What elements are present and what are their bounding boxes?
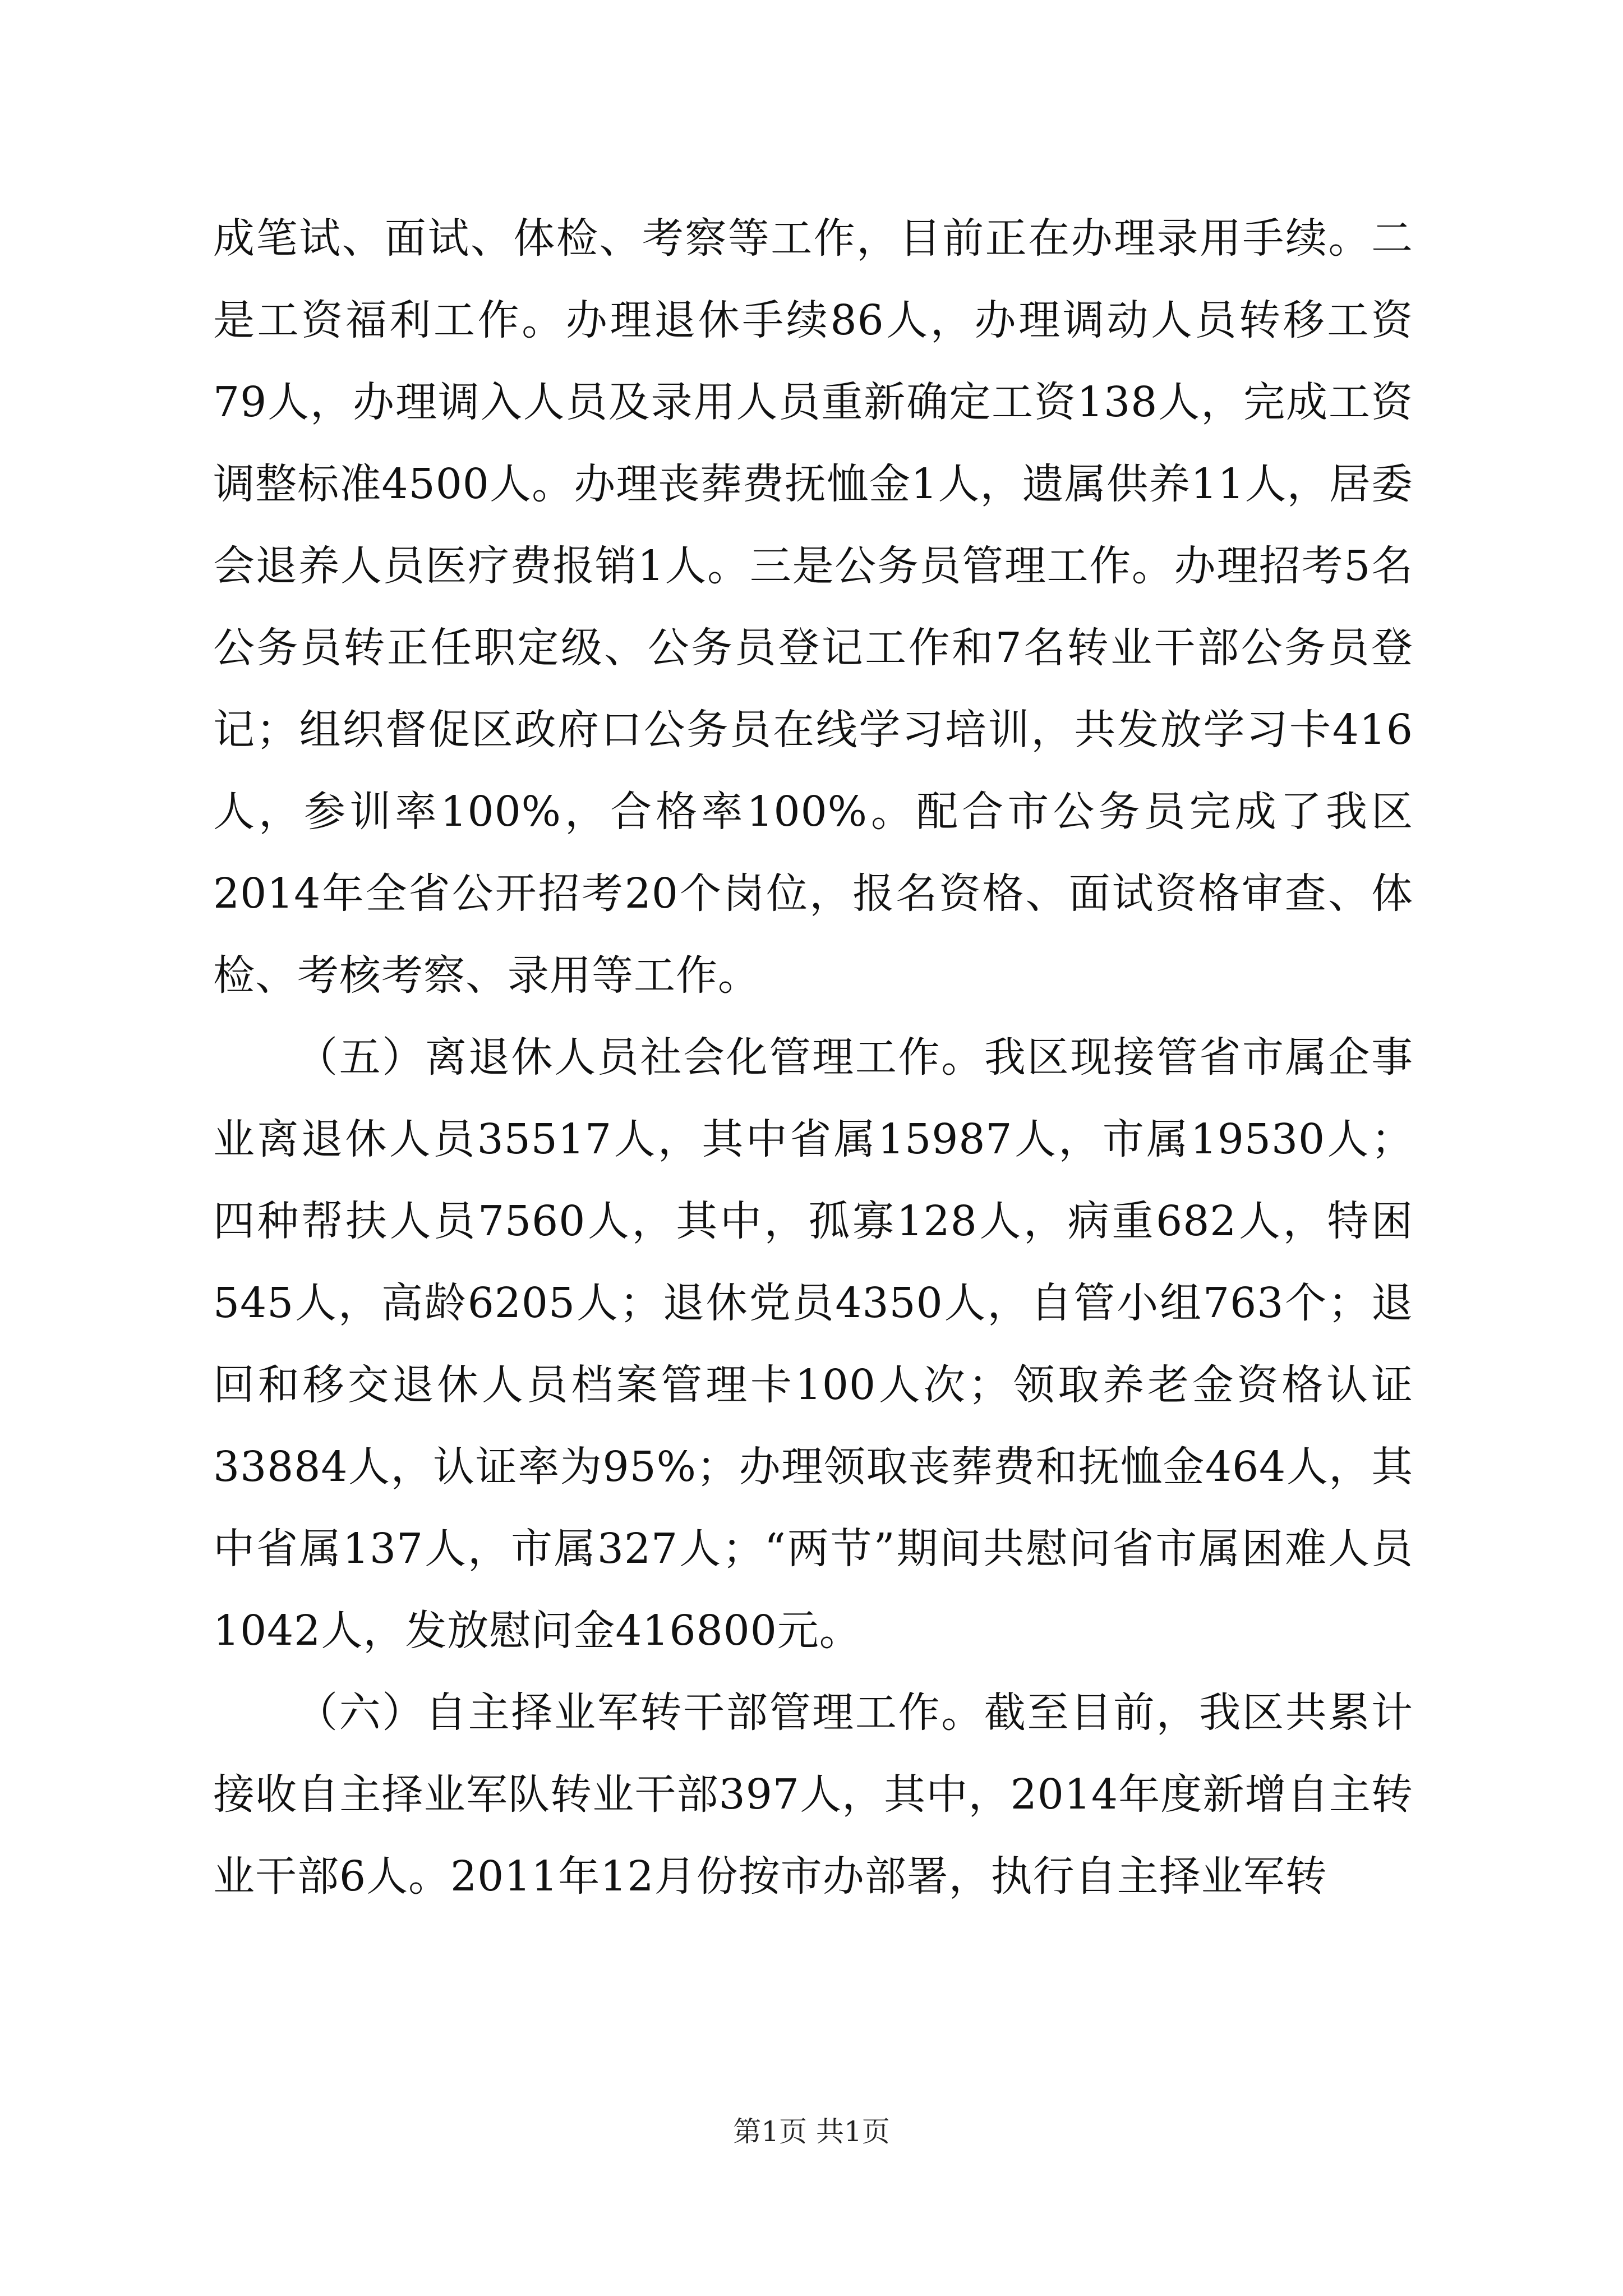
paragraph-military-cadre-management: （六）自主择业军转干部管理工作。截至目前，我区共累计接收自主择业军队转业干部397人，其中，2014年度新增自主转业干部6人。2011年12月份按市办部署，执行自主择业军转 [213, 1688, 1413, 1901]
page-footer: 第1页 共1页 [733, 2115, 890, 2148]
document-body [213, 197, 1413, 1917]
paragraph-continuation: 成笔试、面试、体检、考察等工作，目前正在办理录用手续。二是工资福利工作。办理退休手续86人，办理调动人员转移工资79人，办理调入人员及录用人员重新确定工资138人，完成工资调整标准4500人。办理丧葬费抚恤金1人，遗属供养11人，居委会退养人员医疗费报销1人。三是公务员管理工作。办理招考5名公务员转正任职定级、公务员登记工作和7名转业干部公务员登记；组织督促区政府口公务员在线学习培训，共发放学习卡416人，参训率100%，合格率100%。配合市公务员完成了我区2014年全省公开招考20个岗位，报名资格、面试资格审查、体检、考核考察、录用等工作。 [213, 214, 1413, 1000]
paragraph-retiree-management: （五）离退休人员社会化管理工作。我区现接管省市属企事业离退休人员35517人，其中省属15987人，市属19530人；四种帮扶人员7560人，其中，孤寡128人，病重682人，特困545人，高龄6205人；退休党员4350人，自管小组763个；退回和移交退休人员档案管理卡100人次；领取养老金资格认证33884人，认证率为95%；办理领取丧葬费和抚恤金464人，其中省属137人，市属327人；“两节”期间共慰问省市属困难人员1042人，发放慰问金416800元。 [213, 1033, 1413, 1655]
